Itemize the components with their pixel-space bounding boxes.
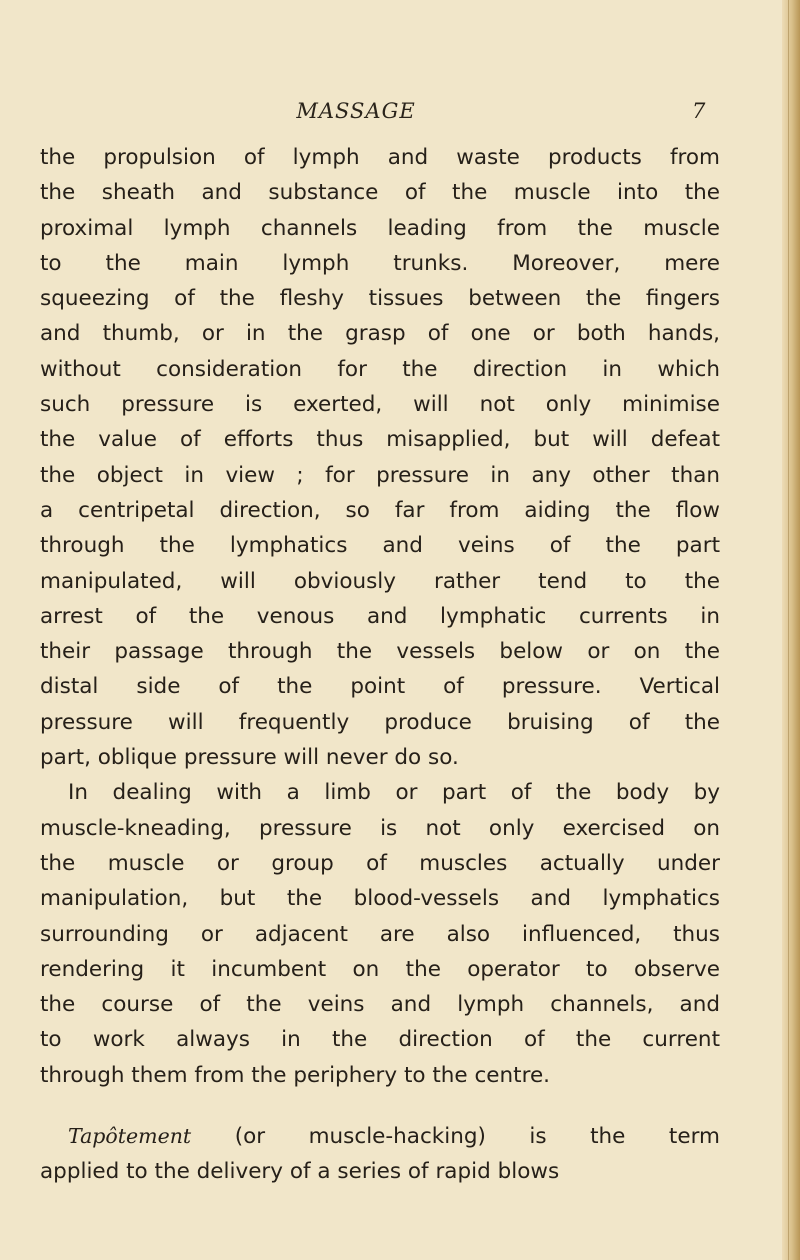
text-line: to work always in the direction of the current xyxy=(40,1027,720,1053)
text-line: the muscle or group of muscles actually under xyxy=(40,850,720,876)
text-line: their passage through the vessels below or on the xyxy=(40,639,720,665)
text-line: pressure will frequently produce bruising of the xyxy=(40,709,720,735)
paragraph xyxy=(40,1119,720,1190)
text-line: rendering it incumbent on the operator to observe xyxy=(40,956,720,982)
running-head-title: MASSAGE xyxy=(296,99,416,123)
italic-term: Tapôtement xyxy=(68,1124,192,1149)
text-line: muscle-kneading, pressure is not only exercised on xyxy=(40,815,720,841)
text-line: through the lymphatics and veins of the part xyxy=(40,533,720,559)
text-line: the sheath and substance of the muscle into the xyxy=(40,180,720,206)
page-edge xyxy=(782,0,800,1260)
text-line: part, oblique pressure will never do so. xyxy=(40,745,459,771)
text-line: manipulation, but the blood-vessels and lymphatics xyxy=(40,886,720,912)
text-line: applied to the delivery of a series of rapid blows xyxy=(40,1159,560,1185)
paragraph xyxy=(40,775,720,1093)
text-line: a centripetal direction, so far from aiding the flow xyxy=(40,497,720,523)
text-line xyxy=(40,1119,720,1154)
text-line: and thumb, or in the grasp of one or both hands, xyxy=(40,321,720,347)
text-line: to the main lymph trunks. Moreover, mere xyxy=(40,250,720,276)
body-text xyxy=(40,140,720,1190)
text-line: arrest of the venous and lymphatic currents in xyxy=(40,603,720,629)
text-line: such pressure is exerted, will not only minimise xyxy=(40,392,720,418)
text-line: the propulsion of lymph and waste products from xyxy=(40,145,720,170)
text-line: through them from the periphery to the centre. xyxy=(40,1062,551,1088)
text-line: In dealing with a limb or part of the body by xyxy=(68,780,720,806)
text-line: the value of efforts thus misapplied, but will defeat xyxy=(40,427,720,453)
text-line: squeezing of the fleshy tissues between the fingers xyxy=(40,286,720,312)
text-run: (or muscle-hacking) is the term xyxy=(191,1124,720,1150)
paragraph xyxy=(40,140,720,775)
text-line: distal side of the point of pressure. Vertical xyxy=(40,674,720,700)
paragraph-gap xyxy=(40,1093,720,1119)
text-line: proximal lymph channels leading from the muscle xyxy=(40,215,720,241)
page-number: 7 xyxy=(692,99,706,123)
text-line: surrounding or adjacent are also influenced, thus xyxy=(40,921,720,947)
text-line: without consideration for the direction in which xyxy=(40,356,720,382)
text-line: the object in view ; for pressure in any other than xyxy=(40,462,720,488)
page-edge-line xyxy=(788,0,789,1260)
text-line: manipulated, will obviously rather tend to the xyxy=(40,568,720,594)
running-head xyxy=(0,99,800,129)
text-line: the course of the veins and lymph channels, and xyxy=(40,992,720,1018)
